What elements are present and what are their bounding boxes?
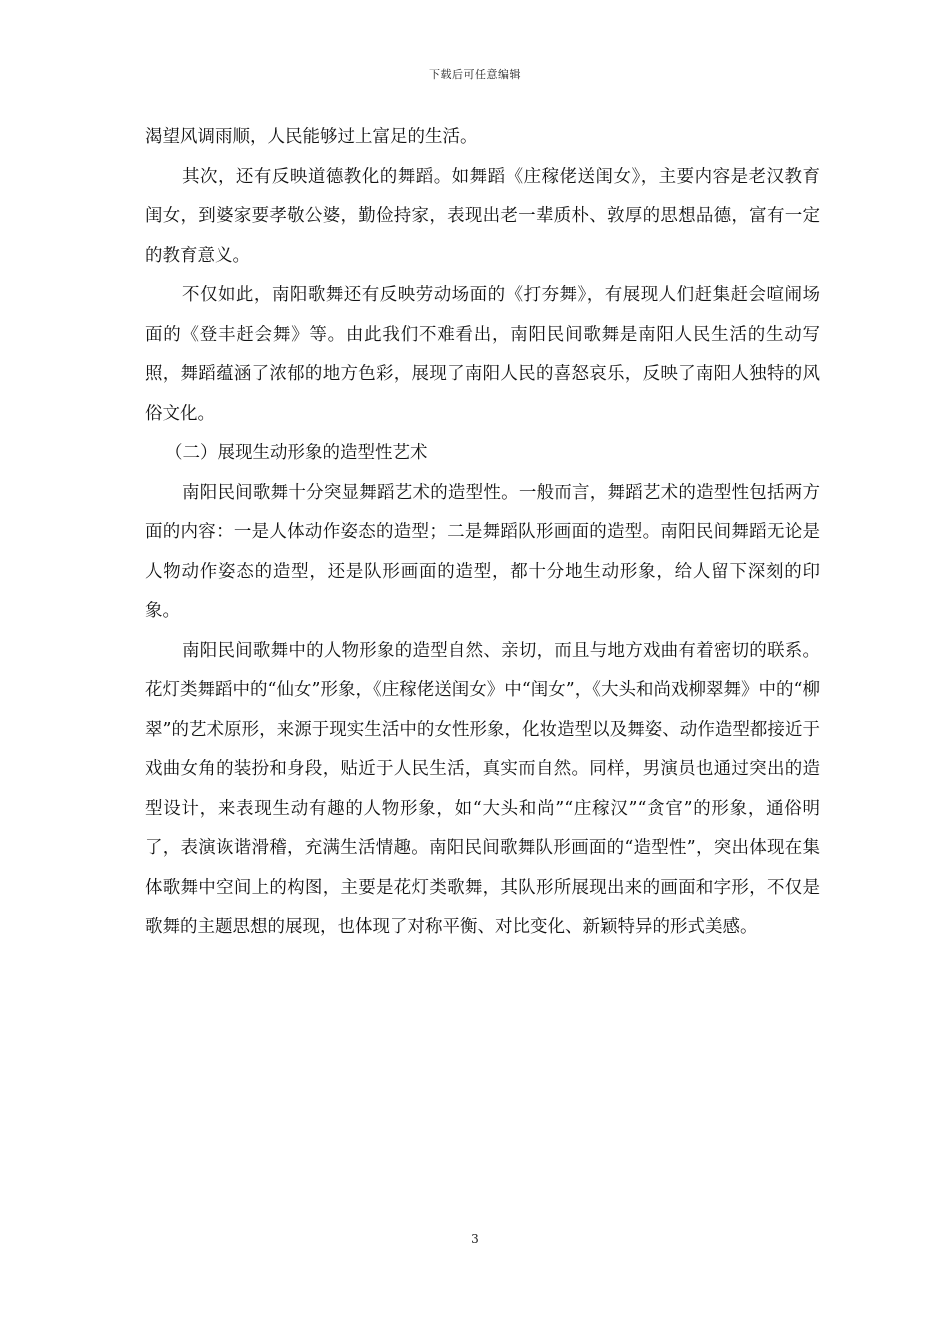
paragraph-character-images: 南阳民间歌舞中的人物形象的造型自然、亲切，而且与地方戏曲有着密切的联系。花灯类舞蹈中的“仙女”形象，《庄稼佬送闺女》中“闺女”，《大头和尚戏柳翠舞》中的“柳翠”的艺术原形，来源于现实生活中的女性形象，化妆造型以及舞姿、动作造型都接近于戏曲女角的装扮和身段，贴近于人民生活，真实而自然。同样，男演员也通过突出的造型设计，来表现生动有趣的人物形象，如“大头和尚”“庄稼汉”“贪官”的形象，通俗明了，表演诙谐滑稽，充满生活情趣。南阳民间歌舞队形画面的“造型性”，突出体现在集体歌舞中空间上的构图，主要是花灯类歌舞，其队形所展现出来的画面和字形，不仅是歌舞的主题思想的展现，也体现了对称平衡、对比变化、新颖特异的形式美感。 <box>145 640 820 937</box>
paragraph-moral-education: 其次，还有反映道德教化的舞蹈。如舞蹈《庄稼佬送闺女》，主要内容是老汉教育闺女，到婆家要孝敬公婆，勤俭持家，表现出老一辈质朴、敦厚的思想品德，富有一定的教育意义。 <box>145 166 820 266</box>
page-header: 下载后可任意编辑 <box>429 68 521 81</box>
section-heading: （二）展现生动形象的造型性艺术 <box>165 443 428 463</box>
paragraph-labor-scenes: 不仅如此，南阳歌舞还有反映劳动场面的《打夯舞》，有展现人们赶集赶会喧闹场面的《登丰赶会舞》等。由此我们不难看出，南阳民间歌舞是南阳人民生活的生动写照，舞蹈蕴涵了浓郁的地方色彩，展现了南阳人民的喜怒哀乐，反映了南阳人独特的风俗文化。 <box>145 285 820 424</box>
paragraph-continuation: 渴望风调雨顺，人民能够过上富足的生活。 <box>145 127 478 147</box>
page-number: 3 <box>471 1232 479 1246</box>
paragraph-plasticity: 南阳民间歌舞十分突显舞蹈艺术的造型性。一般而言，舞蹈艺术的造型性包括两方面的内容：一是人体动作姿态的造型；二是舞蹈队形画面的造型。南阳民间舞蹈无论是人物动作姿态的造型，还是队形画面的造型，都十分地生动形象，给人留下深刻的印象。 <box>145 482 820 621</box>
body-content <box>145 118 820 948</box>
